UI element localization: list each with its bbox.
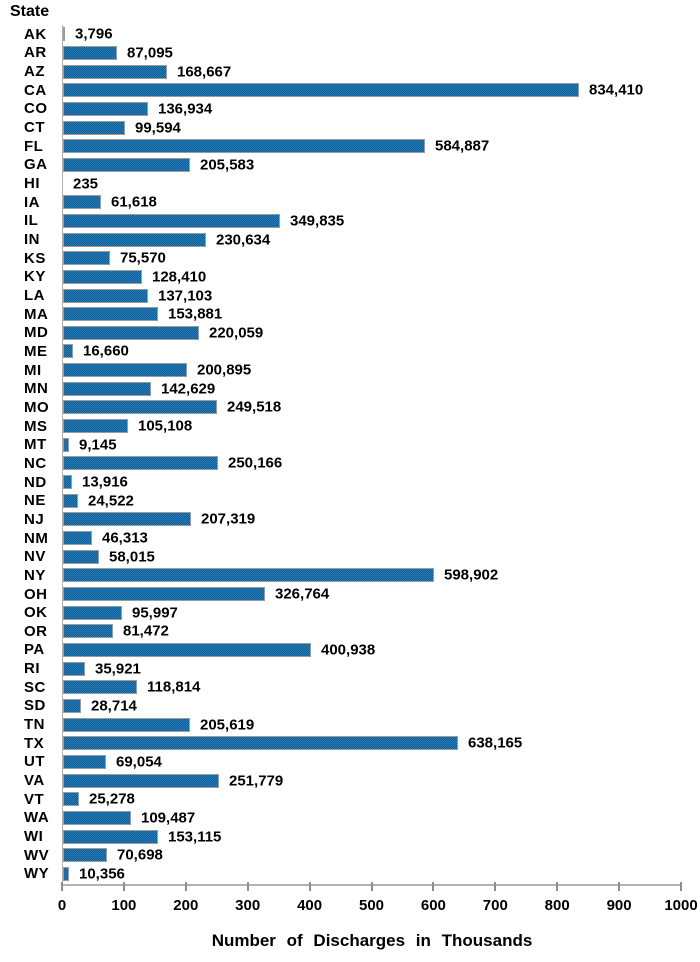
bar-track xyxy=(62,715,683,734)
bar-track xyxy=(62,305,683,324)
bar-row xyxy=(0,547,700,566)
x-axis-tick xyxy=(185,882,187,891)
bar-value-label: 220,059 xyxy=(209,324,264,342)
bar-row xyxy=(0,100,700,119)
bar-value-label: 207,319 xyxy=(201,510,256,528)
bar-row xyxy=(0,435,700,454)
bar-row xyxy=(0,81,700,100)
bar-track xyxy=(62,324,683,343)
x-axis-tick-label: 700 xyxy=(482,897,508,914)
bar-value-label: 153,115 xyxy=(168,828,222,846)
state-label: NE xyxy=(24,492,46,510)
bar xyxy=(63,643,311,657)
bar-value-label: 205,583 xyxy=(200,156,255,174)
bar xyxy=(63,494,78,508)
x-axis-tick-label: 500 xyxy=(358,897,385,914)
bar-value-label: 13,916 xyxy=(82,473,128,491)
bar-track xyxy=(62,753,683,772)
bar-track xyxy=(62,25,683,44)
bar-row xyxy=(0,25,700,44)
bar-track xyxy=(62,137,683,156)
bar xyxy=(63,27,65,41)
state-label: MN xyxy=(24,380,49,398)
state-label: KS xyxy=(24,249,46,267)
state-label: WI xyxy=(24,828,44,846)
bar-row xyxy=(0,510,700,529)
state-label: AK xyxy=(24,25,47,43)
bar-track xyxy=(62,193,683,212)
bar-track xyxy=(62,678,683,697)
bar-row xyxy=(0,212,700,231)
bar-row xyxy=(0,491,700,510)
state-label: MI xyxy=(24,361,42,379)
bar-value-label: 153,881 xyxy=(168,305,223,323)
bar xyxy=(63,195,101,209)
bar-value-label: 128,410 xyxy=(152,268,207,286)
bar-row xyxy=(0,137,700,156)
bar-track xyxy=(62,398,683,417)
bar-row xyxy=(0,734,700,753)
bar-row xyxy=(0,622,700,641)
bar xyxy=(63,774,219,788)
bar xyxy=(63,606,122,620)
bar-row xyxy=(0,305,700,324)
bar-value-label: 251,779 xyxy=(229,772,284,790)
bar-value-label: 58,015 xyxy=(109,548,155,566)
bar-row xyxy=(0,156,700,175)
bar-value-label: 118,814 xyxy=(147,678,201,696)
bar-track xyxy=(62,771,683,790)
bar-track xyxy=(62,156,683,175)
x-axis-tick-label: 400 xyxy=(297,897,323,914)
bar-row xyxy=(0,678,700,697)
bar-row xyxy=(0,268,700,287)
bar-value-label: 87,095 xyxy=(127,44,173,62)
state-label: KY xyxy=(24,268,46,286)
bar-track xyxy=(62,286,683,305)
bar-track xyxy=(62,566,683,585)
state-label: ME xyxy=(24,342,48,360)
state-label: VT xyxy=(24,790,45,808)
bar xyxy=(63,438,69,452)
bar-value-label: 137,103 xyxy=(158,287,213,305)
bar xyxy=(63,456,218,470)
bar-value-label: 584,887 xyxy=(435,137,490,155)
bar-row xyxy=(0,585,700,604)
bar-value-label: 230,634 xyxy=(216,231,271,249)
bar xyxy=(63,830,158,844)
bar-row xyxy=(0,865,700,884)
x-axis-tick-label: 0 xyxy=(57,897,67,914)
bar xyxy=(63,46,117,60)
bar xyxy=(63,718,190,732)
bar xyxy=(63,736,458,750)
state-label: ND xyxy=(24,473,47,491)
x-axis-tick xyxy=(123,882,125,891)
bar-row xyxy=(0,566,700,585)
bar xyxy=(63,382,151,396)
x-axis-tick-label: 100 xyxy=(111,897,137,914)
bar-track xyxy=(62,473,683,492)
bar-row xyxy=(0,324,700,343)
state-label: IA xyxy=(24,193,40,211)
state-label: NM xyxy=(24,529,49,547)
state-label: OR xyxy=(24,622,48,640)
bar-row xyxy=(0,771,700,790)
bar xyxy=(63,419,128,433)
bar-track xyxy=(62,417,683,436)
bar-value-label: 205,619 xyxy=(200,716,255,734)
bar-track xyxy=(62,268,683,287)
bar-value-label: 326,764 xyxy=(275,585,330,603)
state-label: SD xyxy=(24,697,46,715)
chart-title: State xyxy=(10,3,50,20)
bar-value-label: 349,835 xyxy=(290,212,345,230)
bar-row xyxy=(0,174,700,193)
bar-value-label: 28,714 xyxy=(91,697,137,715)
bar-row xyxy=(0,641,700,660)
bar-row xyxy=(0,697,700,716)
bar-row xyxy=(0,603,700,622)
bar-value-label: 3,796 xyxy=(75,25,113,43)
state-label: TX xyxy=(24,734,45,752)
x-axis-tick xyxy=(556,882,558,891)
bar-value-label: 638,165 xyxy=(468,734,523,752)
bar xyxy=(63,363,187,377)
bar xyxy=(63,680,137,694)
bar-row xyxy=(0,715,700,734)
bar-row xyxy=(0,286,700,305)
bar-track xyxy=(62,734,683,753)
bar xyxy=(63,233,206,247)
bar-track xyxy=(62,529,683,548)
bar-track xyxy=(62,435,683,454)
bar-row xyxy=(0,230,700,249)
bar-track xyxy=(62,174,683,193)
bar-value-label: 35,921 xyxy=(95,660,141,678)
bar xyxy=(63,102,148,116)
bar xyxy=(63,792,79,806)
x-axis xyxy=(57,884,698,914)
bar-track xyxy=(62,454,683,473)
bar-value-label: 61,618 xyxy=(111,193,157,211)
bar-row xyxy=(0,379,700,398)
state-label: WA xyxy=(24,809,50,827)
state-label: MO xyxy=(24,398,50,416)
bar-track xyxy=(62,809,683,828)
bar-value-label: 200,895 xyxy=(197,361,252,379)
bar-value-label: 70,698 xyxy=(117,846,163,864)
bar xyxy=(63,848,107,862)
bar-track xyxy=(62,342,683,361)
bar xyxy=(63,568,434,582)
state-label: IL xyxy=(24,212,39,230)
state-label: WV xyxy=(24,846,50,864)
state-label: MS xyxy=(24,417,48,435)
state-label: NC xyxy=(24,454,47,472)
state-label: MD xyxy=(24,324,49,342)
bar-track xyxy=(62,510,683,529)
bar-track xyxy=(62,641,683,660)
bar-row xyxy=(0,659,700,678)
state-label: CA xyxy=(24,81,47,99)
bar-track xyxy=(62,622,683,641)
bar-row xyxy=(0,398,700,417)
bar-row xyxy=(0,342,700,361)
bar-value-label: 46,313 xyxy=(102,529,148,547)
bar-row xyxy=(0,529,700,548)
state-label: RI xyxy=(24,660,40,678)
bar-track xyxy=(62,230,683,249)
bar-value-label: 142,629 xyxy=(161,380,216,398)
x-axis-tick-label: 600 xyxy=(420,897,446,914)
bar-track xyxy=(62,697,683,716)
bar xyxy=(63,531,92,545)
state-label: UT xyxy=(24,753,45,771)
state-label: TN xyxy=(24,716,45,734)
state-label: WY xyxy=(24,865,50,883)
state-label: OH xyxy=(24,585,48,603)
x-axis-tick-label: 800 xyxy=(544,897,570,914)
bar xyxy=(63,475,72,489)
state-label: MT xyxy=(24,436,47,454)
state-label: PA xyxy=(24,641,45,659)
plot-area xyxy=(0,25,700,883)
bar-track xyxy=(62,790,683,809)
bar-value-label: 168,667 xyxy=(177,63,232,81)
bar xyxy=(63,83,579,97)
bar xyxy=(63,65,167,79)
state-label: FL xyxy=(24,137,44,155)
bar xyxy=(63,344,73,358)
bar-row xyxy=(0,118,700,137)
bar-row xyxy=(0,193,700,212)
bar xyxy=(63,587,265,601)
bar-track xyxy=(62,585,683,604)
bar-row xyxy=(0,790,700,809)
bar xyxy=(63,214,280,228)
bar xyxy=(63,139,425,153)
bar-track xyxy=(62,547,683,566)
bar-track xyxy=(62,62,683,81)
bar xyxy=(63,326,199,340)
bar-track xyxy=(62,827,683,846)
bar-value-label: 9,145 xyxy=(79,436,117,454)
state-label: SC xyxy=(24,678,46,696)
bar-track xyxy=(62,659,683,678)
x-axis-tick xyxy=(61,882,63,891)
bar-track xyxy=(62,491,683,510)
bar xyxy=(63,121,125,135)
bar xyxy=(63,158,190,172)
x-axis-tick xyxy=(680,882,682,891)
state-label: NJ xyxy=(24,510,45,528)
bar-row xyxy=(0,361,700,380)
bar-value-label: 834,410 xyxy=(589,81,644,99)
bar-row xyxy=(0,846,700,865)
state-label: AZ xyxy=(24,63,45,81)
bar-value-label: 99,594 xyxy=(135,119,181,137)
bar-track xyxy=(62,846,683,865)
bar-track xyxy=(62,81,683,100)
state-label: IN xyxy=(24,231,40,249)
bar-value-label: 69,054 xyxy=(116,753,162,771)
bar-row xyxy=(0,827,700,846)
state-label: OK xyxy=(24,604,48,622)
bar-track xyxy=(62,865,683,884)
x-axis-tick xyxy=(494,882,496,891)
bar-row xyxy=(0,809,700,828)
state-label: CO xyxy=(24,100,48,118)
bar-row xyxy=(0,62,700,81)
bar-value-label: 16,660 xyxy=(83,342,129,360)
bar-value-label: 25,278 xyxy=(89,790,135,808)
bar-row xyxy=(0,454,700,473)
bar-value-label: 10,356 xyxy=(79,865,125,883)
state-label: NV xyxy=(24,548,46,566)
bar-track xyxy=(62,361,683,380)
x-axis-tick xyxy=(432,882,434,891)
bar-row xyxy=(0,417,700,436)
x-axis-tick-label: 900 xyxy=(606,897,632,914)
bar-track xyxy=(62,44,683,63)
bar xyxy=(63,755,106,769)
state-label: MA xyxy=(24,305,49,323)
bar-row xyxy=(0,44,700,63)
bar xyxy=(63,550,99,564)
state-label: VA xyxy=(24,772,45,790)
bar-value-label: 136,934 xyxy=(158,100,213,118)
x-axis-tick xyxy=(618,882,620,891)
bar-track xyxy=(62,212,683,231)
bar-row xyxy=(0,249,700,268)
bar-value-label: 598,902 xyxy=(444,566,499,584)
x-axis-tick xyxy=(247,882,249,891)
bar-value-label: 75,570 xyxy=(120,249,166,267)
bar-value-label: 95,997 xyxy=(132,604,178,622)
state-label: CT xyxy=(24,119,45,137)
x-axis-tick-label: 1000 xyxy=(664,897,698,914)
bar xyxy=(63,307,158,321)
bar xyxy=(63,512,191,526)
bar xyxy=(63,289,148,303)
bar-row xyxy=(0,753,700,772)
x-axis-tick xyxy=(371,882,373,891)
bar-value-label: 235 xyxy=(73,175,99,193)
bar xyxy=(63,867,69,881)
bar-value-label: 249,518 xyxy=(227,398,282,416)
bar-value-label: 81,472 xyxy=(123,622,169,640)
state-label: HI xyxy=(24,175,40,193)
bar xyxy=(63,624,113,638)
bar-value-label: 400,938 xyxy=(321,641,376,659)
state-label: AR xyxy=(24,44,47,62)
state-label: NY xyxy=(24,566,46,584)
bar xyxy=(63,251,110,265)
bar-value-label: 24,522 xyxy=(88,492,134,510)
bar-track xyxy=(62,603,683,622)
bar-track xyxy=(62,249,683,268)
state-label: GA xyxy=(24,156,48,174)
x-axis-tick-label: 300 xyxy=(235,897,261,914)
x-axis-title: Number of Discharges in Thousands xyxy=(211,931,533,950)
bar-value-label: 105,108 xyxy=(138,417,193,435)
bar-value-label: 109,487 xyxy=(141,809,196,827)
x-axis-tick xyxy=(309,882,311,891)
bar-track xyxy=(62,100,683,119)
bar-track xyxy=(62,379,683,398)
state-label: LA xyxy=(24,287,45,305)
bar-row xyxy=(0,473,700,492)
bar xyxy=(63,811,131,825)
bar-track xyxy=(62,118,683,137)
bar xyxy=(63,270,142,284)
bar xyxy=(63,662,85,676)
bar-value-label: 250,166 xyxy=(228,454,283,472)
bar xyxy=(63,400,217,414)
bar xyxy=(63,699,81,713)
x-axis-tick-label: 200 xyxy=(173,897,199,914)
